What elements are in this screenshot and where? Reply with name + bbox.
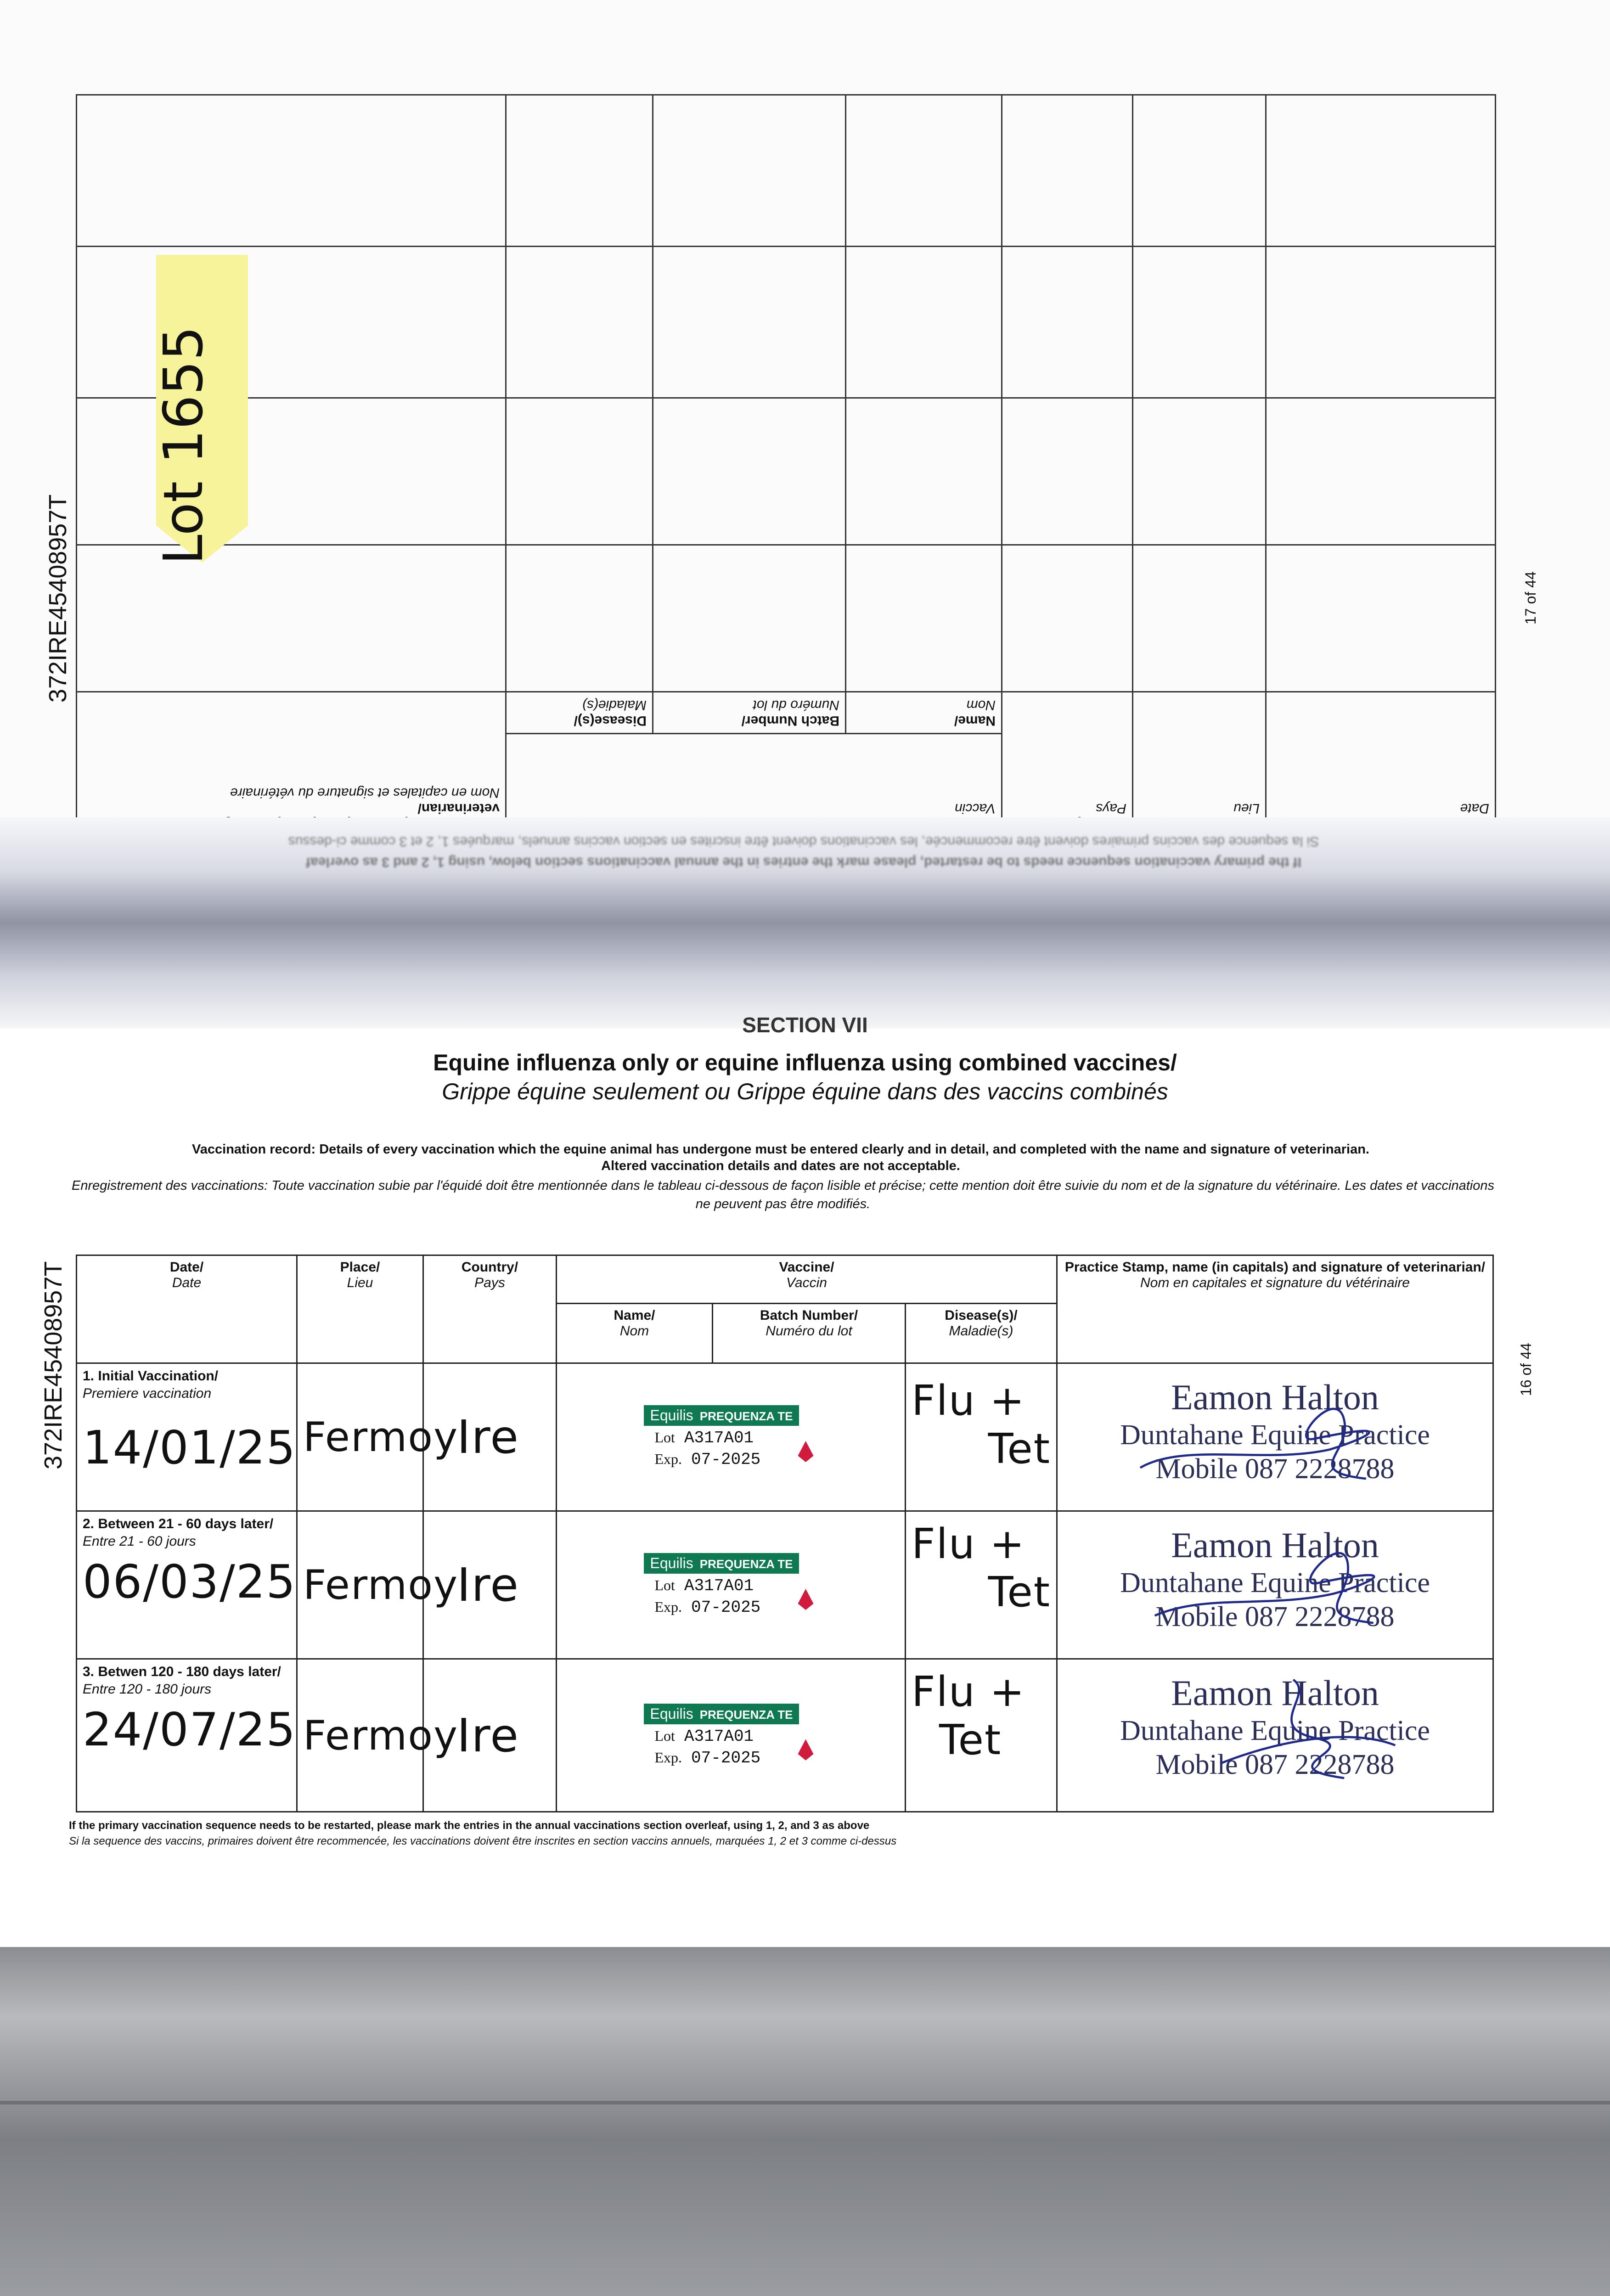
disease-cell — [906, 1659, 1057, 1812]
row-label: 2. Between 21 - 60 days later/ Entre 21 - 60 jours — [83, 1516, 274, 1549]
handwritten-disease: Flu + — [912, 1520, 1025, 1568]
upper-row — [77, 95, 1496, 247]
stamp-cell — [1057, 1511, 1493, 1659]
record-instructions-fr: Enregistrement des vaccinations: Toute vaccination subie par l'équidé doit être mentionnée dans le tableau ci-dessous de façon lisible et précise; cette mention doit être suivie du nom et de la signature du vétérinaire. Les dates et vaccinations ne peuvent pas être modifiés. — [71, 1178, 1494, 1211]
upper-header-stamp: veterinarian/ Nom en capitales et signature du vétérinaire — [77, 692, 506, 837]
handwritten-place: Fermoy — [303, 1561, 459, 1609]
handwritten-disease: Tet — [988, 1425, 1051, 1473]
stamp-cell — [1057, 1363, 1493, 1511]
date-cell — [77, 1363, 297, 1511]
section-title-fr: Grippe équine seulement ou Grippe équine dans des vaccins combinés — [442, 1079, 1168, 1104]
upper-header-place: Lieu — [1133, 692, 1266, 837]
handwritten-date: 24/07/25 — [83, 1703, 297, 1756]
place-cell — [297, 1659, 459, 1812]
scanner-edge — [0, 1947, 1610, 2296]
upper-note-fr: Si la sequence des vaccins primaires doivent être recommencée, les vaccinations doivent être inscrites en section vaccins annuels, marquées 1, 2 et 3 comme ci-dessus — [288, 834, 1319, 849]
upper-row — [77, 398, 1496, 545]
upper-header-batch: Batch Number/ Numéro du lot — [653, 692, 846, 734]
vaccination-row — [77, 1511, 1493, 1659]
handwritten-place: Fermoy — [303, 1413, 459, 1461]
upper-header-name: Name/ Nom — [846, 692, 1002, 734]
place-cell — [297, 1511, 459, 1659]
header-date: Date/ Date — [77, 1255, 297, 1363]
vet-stamp: Eamon Halton Duntahane Equine Practice Mobile 087 2228788 — [1063, 1377, 1487, 1486]
upper-header-disease: Disease(s)/ Maladie(s) — [506, 692, 653, 734]
header-disease: Disease(s)/ Maladie(s) — [906, 1304, 1057, 1363]
header-vaccine: Vaccine/ Vaccin — [557, 1255, 1057, 1304]
header-place: Place/ Lieu — [297, 1255, 423, 1363]
footer-note-en: If the primary vaccination sequence needs to be restarted, please mark the entries in the annual vaccinations section overleaf, using 1, 2, and 3 as above — [69, 1819, 870, 1832]
vaccine-label: Equilis PREQUENZA TE Lot A317A01 Exp. 07-2025 — [644, 1704, 818, 1767]
upper-header-vaccine: Vaccin — [506, 734, 1002, 837]
handwritten-country: Ire — [457, 1410, 519, 1464]
record-instructions-en: Vaccination record: Details of every vaccination which the equine animal has undergone must be entered clearly and in detail, and completed with the name and signature of veterinarian. Altered vaccination details and dates are not acceptable. — [192, 1142, 1369, 1173]
handwritten-place: Fermoy — [303, 1711, 459, 1759]
date-cell — [77, 1659, 297, 1812]
header-stamp: Practice Stamp, name (in capitals) and signature of veterinarian/ Nom en capitales et signature du vétérinaire — [1057, 1255, 1493, 1363]
upper-row — [77, 545, 1496, 692]
upper-header-country: Pays — [1002, 692, 1133, 837]
vaccination-row — [77, 1363, 1493, 1511]
disease-cell — [906, 1363, 1057, 1511]
vaccine-label-cell — [557, 1659, 906, 1812]
upper-vaccination-table — [76, 94, 1496, 838]
upper-note-en: If the primary vaccination sequence needs to be restarted, please mark the entries in the annual vaccinations section below, using 1, 2 and 3 as overleaf — [306, 855, 1301, 870]
handwritten-date: 06/03/25 — [83, 1555, 297, 1609]
disease-cell — [906, 1511, 1057, 1659]
row-label: 3. Betwen 120 - 180 days later/ Entre 120 - 180 jours — [83, 1664, 281, 1697]
header-country: Country/ Pays — [423, 1255, 557, 1363]
upper-header-date: Date — [1266, 692, 1496, 837]
vaccine-label: Equilis PREQUENZA TE Lot A317A01 Exp. 07-2025 — [644, 1553, 818, 1617]
header-name: Name/ Nom — [557, 1304, 713, 1363]
date-cell — [77, 1511, 297, 1659]
handwritten-disease: Flu + — [912, 1668, 1025, 1716]
vet-stamp: Eamon Halton Duntahane Equine Practice Mobile 087 2228788 — [1063, 1672, 1487, 1782]
vaccination-table — [76, 1255, 1494, 1812]
row-label: 1. Initial Vaccination/ Premiere vaccination — [83, 1368, 219, 1401]
vaccine-label: Equilis PREQUENZA TE Lot A317A01 Exp. 07-2025 — [644, 1405, 818, 1469]
handwritten-country: Ire — [457, 1708, 519, 1762]
handwritten-disease: Tet — [939, 1716, 1002, 1764]
section-title-en: Equine influenza only or equine influenza using combined vaccines/ — [433, 1050, 1177, 1075]
handwritten-date: 14/01/25 — [83, 1421, 297, 1474]
handwritten-disease: Tet — [988, 1568, 1051, 1616]
sticky-note-text: Lot 1655 — [152, 326, 215, 565]
place-cell — [297, 1363, 459, 1511]
passport-id-lower: 372IRE45408957T — [39, 1261, 67, 1469]
page-number-lower: 16 of 44 — [1518, 1343, 1534, 1396]
handwritten-country: Ire — [457, 1558, 519, 1612]
vaccine-label-cell — [557, 1511, 906, 1659]
handwritten-disease: Flu + — [912, 1377, 1025, 1425]
section-number: SECTION VII — [742, 1013, 868, 1037]
upper-row — [77, 247, 1496, 398]
page-number-upper: 17 of 44 — [1522, 571, 1539, 625]
vet-stamp: Eamon Halton Duntahane Equine Practice Mobile 087 2228788 — [1063, 1525, 1487, 1634]
passport-id-upper: 372IRE45408957T — [44, 494, 72, 703]
footer-note-fr: Si la sequence des vaccins, primaires doivent être recommencée, les vaccinations doivent être inscrites en section vaccins annuels, marquées 1, 2 et 3 comme ci-dessus — [69, 1835, 897, 1847]
header-batch: Batch Number/ Numéro du lot — [713, 1304, 906, 1363]
page-fold — [0, 817, 1610, 1029]
vaccination-row — [77, 1659, 1493, 1812]
stamp-cell — [1057, 1659, 1493, 1812]
vaccine-label-cell — [557, 1363, 906, 1511]
